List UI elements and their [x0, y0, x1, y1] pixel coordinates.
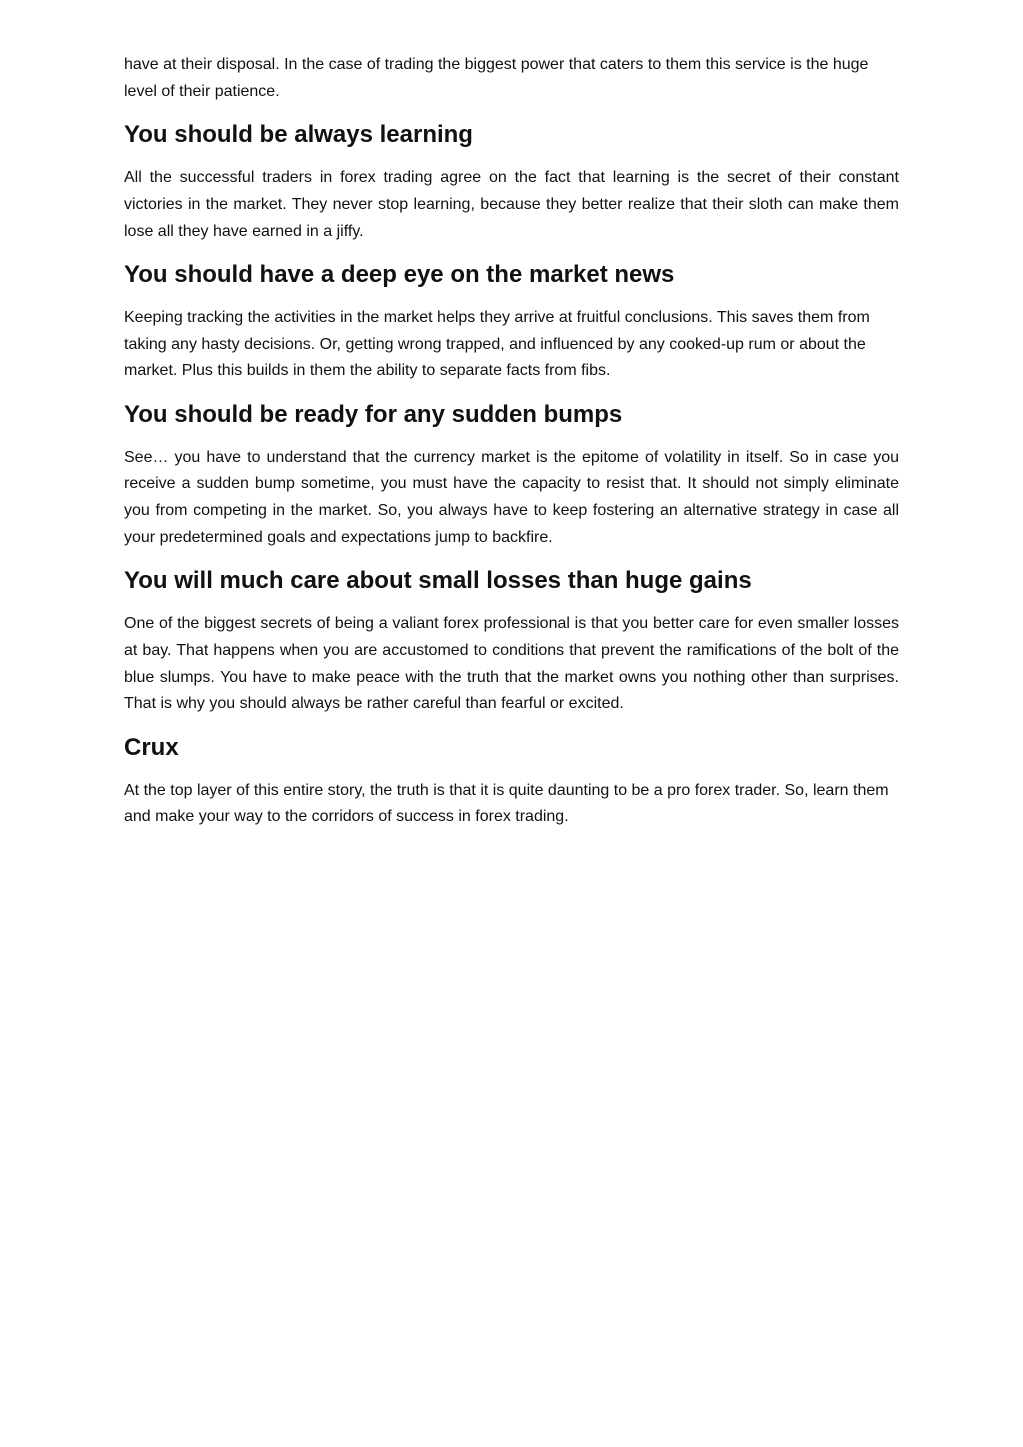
- heading-always-learning: You should be always learning: [124, 120, 473, 148]
- paragraph-crux: At the top layer of this entire story, the truth is that it is quite daunting to be a pro forex trader. So, learn them and make your way to the corridors of success in forex trading.: [124, 781, 889, 826]
- document-page: [124, 52, 899, 848]
- heading-sudden-bumps: You should be ready for any sudden bumps: [124, 400, 623, 428]
- paragraph-sudden-bumps: See… you have to understand that the currency market is the epitome of volatility in itself. So in case you receive a sudden bump sometime, you must have the capacity to resist that. It should not simply eliminate you from competing in the market. So, you always have to keep fostering an alternative strategy in case all your predetermined goals and expectations jump to backfire.: [124, 448, 899, 546]
- paragraph-market-news: Keeping tracking the activities in the market helps they arrive at fruitful conclusions. This saves them from taking any hasty decisions. Or, getting wrong trapped, and influenced by any cooked-up rum or about the market. Plus this builds in them the ability to separate facts from fibs.: [124, 308, 870, 380]
- heading-market-news: You should have a deep eye on the market news: [124, 260, 675, 288]
- paragraph-small-losses: One of the biggest secrets of being a valiant forex professional is that you better care for even smaller losses at bay. That happens when you are accustomed to conditions that prevent the ramifications of the bolt of the blue slumps. You have to make peace with the truth that the market owns you nothing other than surprises. That is why you should always be rather careful than fearful or excited.: [124, 615, 899, 713]
- paragraph-intro-continuation: have at their disposal. In the case of trading the biggest power that caters to them this service is the huge level of their patience.: [124, 56, 869, 100]
- heading-small-losses: You will much care about small losses than huge gains: [124, 567, 752, 595]
- heading-crux: Crux: [124, 733, 179, 761]
- paragraph-always-learning: All the successful traders in forex trading agree on the fact that learning is the secret of their constant victories in the market. They never stop learning, because they better realize that their sloth can make them lose all they have earned in a jiffy.: [124, 169, 899, 240]
